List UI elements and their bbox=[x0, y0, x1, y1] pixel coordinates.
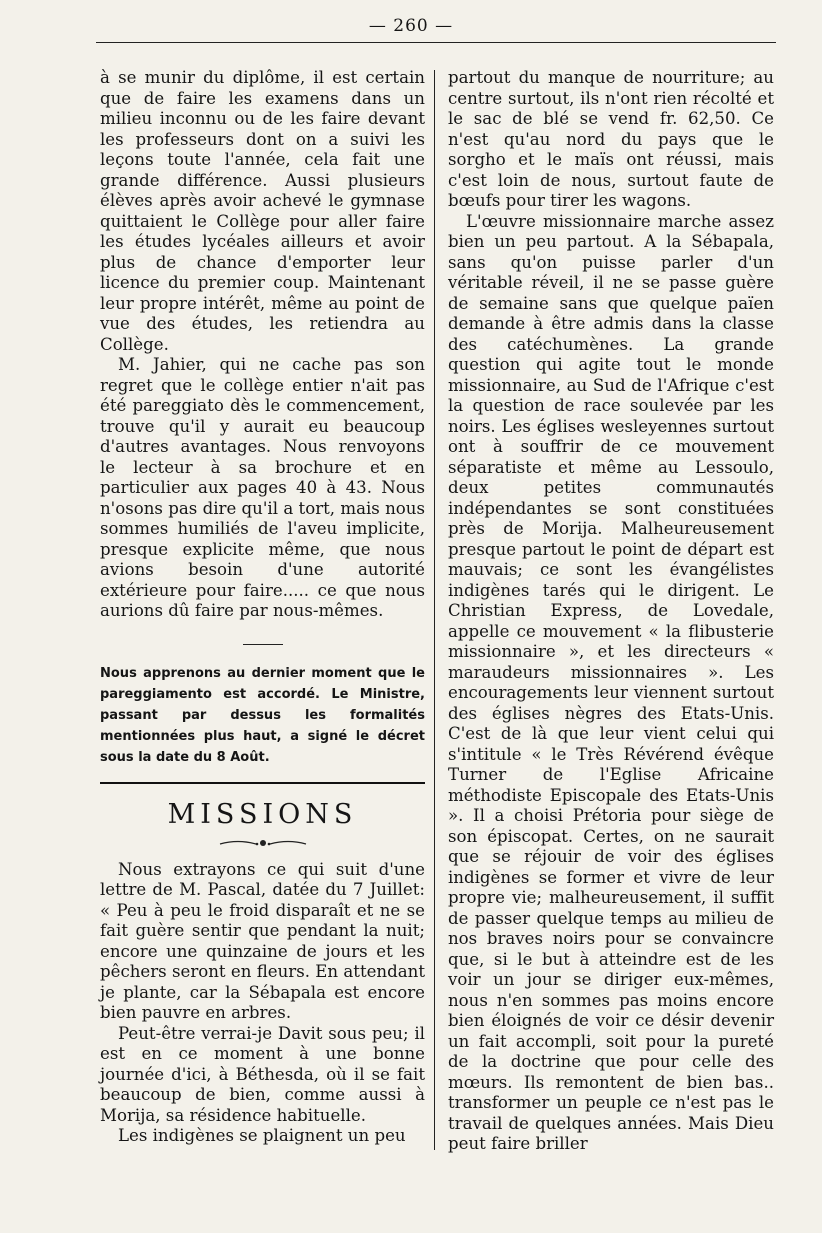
notice-rule bbox=[100, 782, 425, 784]
section-title: MISSIONS bbox=[167, 798, 358, 830]
paragraph: à se munir du diplôme, il est certain que de faire les examens dans un milieu inconnu ou de les faire devant les professeurs dont on a suivi les leçons toute l'année, cela fait une grande différence. Aussi plusieurs élèves après avoir achevé le gymnase quittaient le Collège pour aller faire les études lycéales ailleurs et avoir plus de chance d'emporter leur licence du premier coup. Maintenant leur propre intérêt, même au point de vue des études, les retiendra au Collège. bbox=[100, 68, 425, 354]
flourish-ornament bbox=[100, 834, 425, 848]
late-notice: Nous apprenons au dernier moment que le pareggiamento est accordé. Le Ministre, passant par dessus les formalités mentionnées plus haut, a signé le décret sous la date du 8 Août. bbox=[100, 665, 425, 765]
paragraph: M. Jahier, qui ne cache pas son regret que le collège entier n'ait pas été pareggiato dès le commencement, trouve qu'il y aurait eu beaucoup d'autres avantages. Nous renvoyons le lecteur à sa brochure et en particulier aux pages 40 à 43. Nous n'osons pas dire qu'il a tort, mais nous sommes humiliés de l'aveu implicite, presque explicite même, que nous avions besoin d'une autorité extérieure pour faire..... ce que nous aurions dû faire par nous-mêmes. bbox=[100, 355, 425, 620]
paragraph: L'œuvre missionnaire marche assez bien un peu partout. A la Sébapala, sans qu'on puisse parler d'un véritable réveil, il ne se passe guère de semaine sans que quelque païen demande à être admis dans la classe des catéchumènes. La grande question qui agite tout le monde missionnaire, au Sud de l'Afrique c'est la question de race soulevée par les noirs. Les églises wesleyennes surtout ont à souffrir de ce mouvement séparatiste et même au Lessoulo, deux petites communautés indépendantes se sont constituées près de Morija. Malheureusement presque partout le point de départ est mauvais; ce sont les évangélistes indigènes tarés qui le dirigent. Le Christian Express, de Lovedale, appelle ce mouvement « la flibusterie missionnaire », et les directeurs « maraudeurs missionnaires ». Les encouragements leur viennent surtout des églises nègres des Etats-Unis. C'est de là que leur vient celui qui s'intitule « le Très Révérend évêque Turner de l'Eglise Africaine méthodiste Episcopale des Etats-Unis ». Il a choisi Prétoria pour siège de son épiscopat. Certes, on ne saurait que se réjouir de voir des églises indigènes se former et vivre de leur propre vie; malheureusement, il suffit de passer quelque temps au milieu de nos braves noirs pour se convaincre que, si le but à atteindre est de les voir un jour se diriger eux-mêmes, nous n'en sommes pas moins encore bien éloignés de voir ce désir devenir un fait accompli, soit pour la pureté de la doctrine que pour celle des mœurs. Ils remontent de bien bas.. transformer un peuple ce n'est pas le travail de quelques années. Mais Dieu peut faire briller bbox=[448, 211, 774, 1153]
page-number: — 260 — bbox=[368, 16, 454, 36]
paragraph: partout du manque de nourriture; au centre surtout, ils n'ont rien récolté et le sac de blé se vend fr. 62,50. Ce n'est qu'au nord du pays que le sorgho et le maïs ont réussi, mais c'est loin de nous, surtout faute de bœufs pour tirer les wagons. bbox=[448, 68, 774, 210]
paragraph: Nous extrayons ce qui suit d'une lettre de M. Pascal, datée du 7 Juillet: « Peu à peu le froid disparaît et ne se fait guère sentir que pendant la nuit; encore une quinzaine de jours et les pêchers seront en fleurs. En attendant je plante, car la Sébapala est encore bien pauvre en arbres. bbox=[100, 859, 425, 1022]
paragraph: Les indigènes se plaignent un peu bbox=[118, 1126, 406, 1145]
header-rule bbox=[96, 42, 776, 43]
section-separator bbox=[243, 644, 283, 645]
column-divider bbox=[434, 70, 435, 1150]
paragraph: Peut-être verrai-je Davit sous peu; il est en ce moment à une bonne journée d'ici, à Béthesda, où il se fait beaucoup de bien, comme aussi à Morija, sa résidence habituelle. bbox=[100, 1023, 425, 1125]
left-column bbox=[100, 68, 425, 1147]
right-column bbox=[448, 68, 774, 1155]
